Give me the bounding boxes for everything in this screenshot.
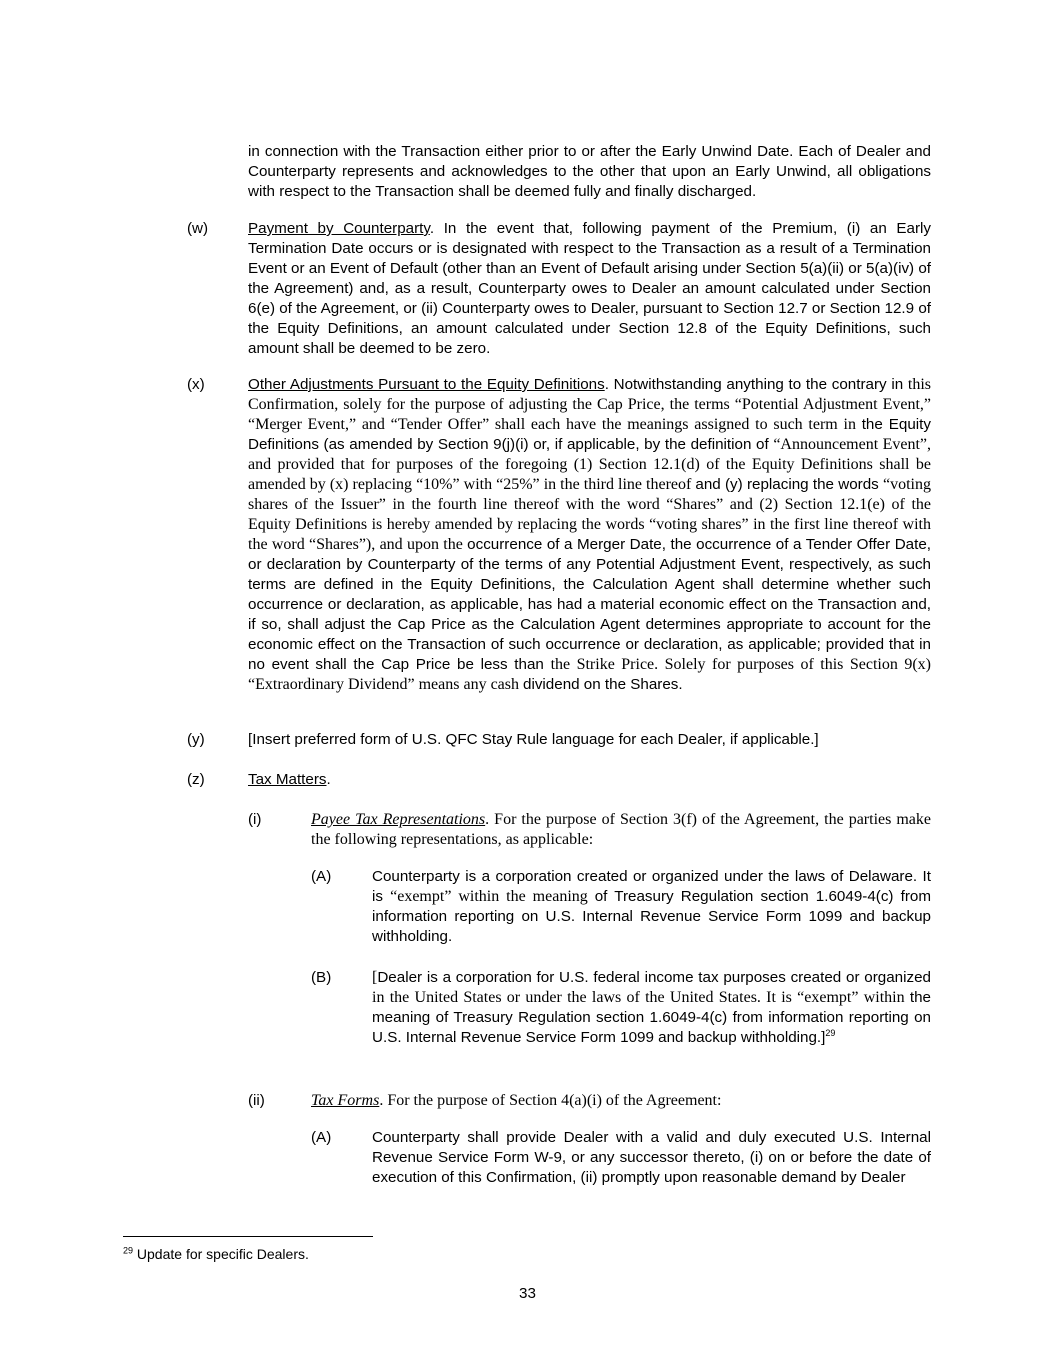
section-x-text-d: “Announcement Event”, and provided that for purposes of the foregoing (1) Section 12.1(d) of the Equity Definitions shall be amended by (x) replacing “10%” with “25%” in the third line thereof bbox=[248, 436, 931, 493]
section-x-label: (x) bbox=[187, 376, 205, 393]
section-y-label: (y) bbox=[187, 731, 205, 748]
section-x-text-g: occurrence of a Merger Date, the occurrence of a Tender Offer Date, or declaration by Counterparty of the terms of any Potential Adjustment Event, respectively, as such terms are defined in the Equity Definitions, the Calculation Agent shall determine whether such occurrence or declaration, as applicable, has had a material economic effect on the Transaction and, if so, shall adjust the Cap Price as the Calculation Agent determines appropriate to account for the economic effect on the Transaction of such occurrence or declaration, as applicable; provided that in no event shall the Cap Price be less than bbox=[248, 536, 932, 673]
footnote-number: 29 bbox=[123, 1245, 134, 1256]
section-z-i-b-text-d: the meaning of Treasury Regulation section 1.6049-4(c) from information reporting on U.S. Internal Revenue Service Form 1099 and backup withholding.] bbox=[372, 989, 931, 1046]
section-x-text-f: “voting shares of the Issuer” in the fourth line thereof with the word “Shares” and (2) Section 12.1(e) of the Equity Definitions is hereby amended by replacing the words “voting shares” in the first line thereof with the word “Shares”), and upon the bbox=[248, 476, 931, 553]
section-z-ii-heading: Tax Forms bbox=[311, 1092, 380, 1109]
section-z-heading-period: . bbox=[326, 771, 331, 788]
section-z-ii-text: . For the purpose of Section 4(a)(i) of the Agreement: bbox=[379, 1092, 722, 1109]
section-z-heading-line bbox=[248, 770, 931, 790]
footnote-reference: 29 bbox=[825, 1027, 836, 1038]
section-z-i-a-text-b: “exempt” within the meaning bbox=[390, 888, 595, 905]
section-z-ii-paragraph bbox=[311, 1091, 931, 1111]
section-x-text-i: dividend on the Shares. bbox=[523, 676, 683, 693]
section-w-paragraph bbox=[248, 219, 931, 359]
section-z-i-a-paragraph bbox=[372, 867, 931, 947]
section-z-i-paragraph bbox=[311, 810, 931, 850]
section-x-text-a: . Notwithstanding anything to the contrary in bbox=[604, 376, 908, 393]
section-z-i-b-text-b: Dealer is a corporation for U.S. federal income tax purposes created or organized bbox=[377, 969, 931, 986]
section-w-text: . In the event that, following payment of the Premium, (i) an Early Termination Date occurs or is designated with respect to the Transaction as a result of a Termination Event or an Event of Default (other than an Event of Default arising under Section 5(a)(ii) or 5(a)(iv) of the Agreement) and, as a result, Counterparty owes to Dealer an amount calculated under Section 6(e) of the Agreement, or (ii) Counterparty owes to Dealer, pursuant to Section 12.7 or Section 12.9 of the Equity Definitions, an amount calculated under Section 12.8 of the Equity Definitions, such amount shall be deemed to be zero. bbox=[248, 220, 931, 357]
section-z-heading: Tax Matters bbox=[248, 771, 327, 788]
section-w-label: (w) bbox=[187, 220, 209, 237]
section-z-i-a-label: (A) bbox=[311, 868, 332, 885]
section-x-paragraph bbox=[248, 375, 931, 695]
section-z-i-text: . For the purpose of Section 3(f) of the Agreement, the parties make the following representations, as applicable: bbox=[311, 811, 932, 848]
section-z-ii-a-text: Counterparty shall provide Dealer with a valid and duly executed U.S. Internal Revenue Service Form W-9, or any successor thereto, (i) on or before the date of execution of this Confirmation, (ii) promptly upon reasonable demand by Dealer bbox=[372, 1129, 931, 1186]
section-z-ii-a-label: (A) bbox=[311, 1129, 332, 1146]
continuation-paragraph: in connection with the Transaction either prior to or after the Early Unwind Date. Each of Dealer and Counterparty represents and acknowledges to the other that upon an Early Unwind, all obligations with respect to the Transaction shall be deemed fully and finally discharged. bbox=[248, 143, 931, 200]
section-x-text-b: this Confirmation, solely for the purpose of adjusting the Cap Price, the terms “Potential Adjustment Event,” “Merger Event,” and “Tender Offer” shall each have the meanings assigned to such term in bbox=[248, 376, 932, 433]
section-z-i-heading: Payee Tax Representations bbox=[311, 811, 486, 828]
section-z-i-a-text-c: of Treasury Regulation section 1.6049-4(c) from information reporting on U.S. Internal Revenue Service Form 1099 and backup withholding. bbox=[372, 888, 932, 945]
section-y-text: [Insert preferred form of U.S. QFC Stay Rule language for each Dealer, if applicable.] bbox=[248, 731, 819, 748]
section-z-i-b-paragraph bbox=[372, 968, 931, 1048]
section-z-i-b-label: (B) bbox=[311, 969, 332, 986]
section-x-text-c: the Equity Definitions (as amended by Section 9(j)(i) or, if applicable, by the definition of bbox=[248, 416, 931, 453]
section-z-label: (z) bbox=[187, 771, 205, 788]
section-z-ii-label: (ii) bbox=[248, 1092, 265, 1109]
section-z-i-b-bracket: [ bbox=[372, 969, 378, 986]
footnote bbox=[123, 1244, 309, 1264]
section-w-heading: Payment by Counterparty bbox=[248, 220, 430, 237]
footnote-text: Update for specific Dealers. bbox=[133, 1246, 309, 1262]
footnote-separator bbox=[123, 1236, 373, 1237]
page-number: 33 bbox=[519, 1285, 536, 1302]
section-x-text-e: and (y) replacing the words bbox=[695, 476, 883, 493]
section-z-i-label: (i) bbox=[248, 811, 262, 828]
section-x-heading: Other Adjustments Pursuant to the Equity Definitions bbox=[248, 376, 605, 393]
section-z-i-a-text-a: Counterparty is a corporation created or organized under the laws of Delaware. It is bbox=[372, 868, 931, 905]
section-z-i-b-text-c: in the United States or under the laws of the United States. It is “exempt” within bbox=[372, 989, 910, 1006]
section-x-text-h: the Strike Price. Solely for purposes of this Section 9(x) “Extraordinary Dividend” means any cash bbox=[248, 656, 931, 693]
